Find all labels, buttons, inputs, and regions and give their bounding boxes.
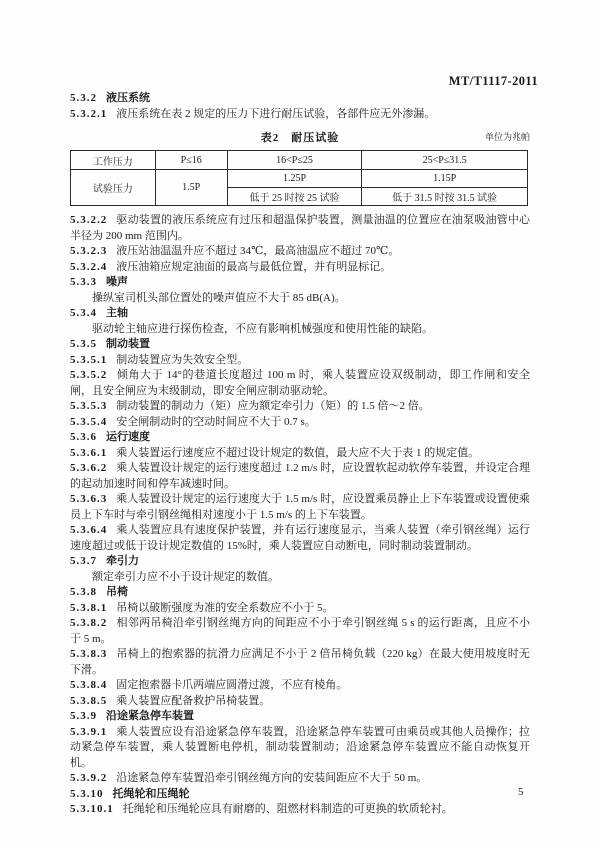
clause-number: 5.3.10.1 — [70, 803, 114, 815]
clause-5-3-2-1 — [70, 106, 530, 122]
clause-text: 驱动装置的液压系统应有过压和超温保护装置，测量油温的位置应在油泵吸油管中心半径为 200 mm 范围内。 — [70, 214, 530, 242]
clause-text: 吊椅以破断强度为准的安全系数应不小于 5。 — [116, 601, 334, 614]
clause-number: 5.3.8.2 — [70, 617, 108, 629]
table-cell-test-pressure-label: 试验压力 — [71, 170, 156, 206]
clause-number: 5.3.8.3 — [70, 648, 108, 660]
clause-text: 相邻两吊椅沿牵引钢丝绳方向的间距应不小于牵引钢丝绳 5 s 的运行距离，且应不小于 5 m。 — [70, 617, 530, 645]
clause-5-3-5-1 — [70, 353, 530, 369]
clause-number: 5.3.6.3 — [70, 493, 108, 505]
clause-number: 5.3.8.4 — [70, 679, 108, 691]
clause-text: 制动装置应为失效安全型。 — [116, 353, 249, 366]
clause-number: 5.3.6.1 — [70, 446, 108, 459]
clause-5-3-6-1 — [70, 446, 530, 462]
clause-number: 5.3.2.2 — [70, 214, 108, 226]
clause-5-3-6-2 — [70, 461, 530, 492]
clause-5-3-10 — [70, 787, 530, 803]
clause-5-3-8-2 — [70, 616, 530, 647]
clause-list — [70, 213, 530, 818]
clause-5-3-7 — [70, 554, 530, 570]
clause-text: 吊椅 — [106, 586, 128, 598]
clause-number: 5.3.2.1 — [70, 108, 108, 120]
clause-5-3-6-3 — [70, 492, 530, 523]
page-content — [70, 90, 530, 818]
clause-body-text — [70, 322, 530, 338]
clause-number: 5.3.4 — [70, 307, 97, 319]
table-caption-row — [70, 130, 530, 146]
clause-body-text — [70, 291, 530, 307]
clause-5-3-9-2 — [70, 771, 530, 787]
clause-number: 5.3.9.2 — [70, 772, 108, 784]
clause-text: 乘人装置运行速度应不超过设计规定的数值，最大应不大于表 1 的规定值。 — [116, 446, 480, 459]
clause-5-3-8-5 — [70, 694, 530, 710]
table-cell-work-pressure-label: 工作压力 — [71, 151, 156, 170]
clause-5-3-6-4 — [70, 523, 530, 554]
clause-5-3-3 — [70, 275, 530, 291]
clause-text: 操纵室司机头部位置处的噪声值应不大于 85 dB(A)。 — [92, 291, 346, 304]
clause-number: 5.3.8.1 — [70, 601, 108, 614]
clause-text: 乘人装置设计规定的运行速度大于 1.5 m/s 时，应设置乘员静止上下车装置或设置使乘员上下车时与牵引钢丝绳相对速度小于 1.5 m/s 的上下车装置。 — [70, 493, 530, 521]
clause-number: 5.3.8.5 — [70, 694, 108, 707]
page-number: 5 — [518, 786, 524, 798]
table-cell-test-high-note: 低于 31.5 时按 31.5 试验 — [362, 188, 528, 206]
clause-text: 运行速度 — [106, 431, 150, 443]
clause-text: 沿途紧急停车装置 — [106, 710, 194, 722]
clause-number: 5.3.2.4 — [70, 260, 108, 273]
clause-5-3-5-2 — [70, 368, 530, 399]
clause-body-text — [70, 570, 530, 586]
clause-text: 沿途紧急停车装置沿牵引钢丝绳方向的安装间距应不大于 50 m。 — [116, 772, 428, 784]
table-cell-range-low: P≤16 — [155, 151, 227, 170]
clause-5-3-8-4 — [70, 678, 530, 694]
clause-5-3-4 — [70, 306, 530, 322]
clause-text: 倾角大于 14°的巷道长度超过 100 m 时，乘人装置应设双级制动，即工作闸和安全闸，且安全闸应为末级制动，即安全闸应制动驱动轮。 — [70, 369, 530, 397]
clause-number: 5.3.5.4 — [70, 415, 108, 428]
clause-text: 乘人装置应配备救护吊椅装置。 — [116, 694, 271, 707]
table-cell-test-mid-note: 低于 25 时按 25 试验 — [227, 188, 362, 206]
clause-text: 制动装置 — [106, 338, 150, 350]
table-unit-note: 单位为兆帕 — [484, 132, 530, 142]
clause-number: 5.3.6 — [70, 431, 97, 443]
clause-number: 5.3.5.2 — [70, 369, 108, 381]
clause-number: 5.3.10 — [70, 787, 104, 800]
clause-text: 安全闸制动时的空动时间应不大于 0.7 s。 — [116, 415, 316, 428]
clause-5-3-2-4 — [70, 260, 530, 276]
table-caption: 表2 耐压试验 — [260, 132, 340, 144]
clause-text: 固定抱索器卡爪两端应圆滑过渡，不应有棱角。 — [116, 679, 348, 691]
clause-5-3-9 — [70, 709, 530, 725]
clause-5-3-9-1 — [70, 725, 530, 772]
clause-text: 乘人装置应具有速度保护装置，并有运行速度显示，当乘人装置（牵引钢丝绳）运行速度超过或低于设计规定数值的 15%时，乘人装置应自动断电，同时制动装置制动。 — [70, 524, 530, 552]
clause-number: 5.3.9.1 — [70, 725, 108, 738]
clause-number: 5.3.7 — [70, 555, 97, 567]
clause-5-3-5-3 — [70, 399, 530, 415]
clause-number: 5.3.3 — [70, 276, 97, 288]
table-cell-test-mid-value: 1.25P — [227, 170, 362, 188]
pressure-test-table — [70, 150, 528, 206]
clause-number: 5.3.5.3 — [70, 400, 108, 412]
intro-clauses — [70, 90, 530, 122]
table-cell-test-base: 1.5P — [155, 170, 227, 206]
clause-5-3-2-3 — [70, 244, 530, 260]
clause-text: 托绳轮和压绳轮应具有耐磨的、阻燃材料制造的可更换的软质轮衬。 — [122, 803, 453, 815]
table-cell-range-mid: 16<P≤25 — [227, 151, 362, 170]
clause-number: 5.3.5.1 — [70, 353, 108, 366]
clause-number: 5.3.2 — [70, 92, 97, 104]
clause-text: 额定牵引力应不小于设计规定的数值。 — [92, 570, 279, 583]
clause-5-3-8-1 — [70, 601, 530, 617]
clause-text: 制动装置的制动力（矩）应为额定牵引力（矩）的 1.5 倍～2 倍。 — [116, 400, 430, 412]
clause-number: 5.3.6.4 — [70, 524, 108, 536]
clause-text: 液压站油温温升应不超过 34℃，最高油温应不超过 70℃。 — [116, 245, 400, 257]
clause-text: 托绳轮和压绳轮 — [112, 787, 190, 800]
clause-5-3-6 — [70, 430, 530, 446]
clause-number: 5.3.6.2 — [70, 462, 108, 474]
clause-5-3-2 — [70, 90, 530, 106]
clause-text: 牵引力 — [106, 555, 139, 567]
clause-5-3-5-4 — [70, 415, 530, 431]
clause-text: 液压系统 — [106, 92, 150, 104]
clause-text: 噪声 — [106, 276, 128, 288]
standard-number-header: MT/T1117-2011 — [448, 74, 538, 88]
clause-text: 主轴 — [106, 307, 128, 319]
table-cell-range-high: 25<P≤31.5 — [362, 151, 528, 170]
clause-5-3-2-2 — [70, 213, 530, 244]
clause-5-3-10-1 — [70, 802, 530, 818]
clause-text: 乘人装置应设有沿途紧急停车装置，沿途紧急停车装置可由乘员或其他人员操作；拉动紧急停车装置，乘人装置断电停机，制动装置制动；沿途紧急停车装置应不能自动恢复开机。 — [70, 725, 530, 769]
clause-text: 吊椅上的抱索器的抗滑力应满足不小于 2 倍吊椅负载（220 kg）在最大使用坡度时无下滑。 — [70, 648, 530, 676]
clause-text: 液压油箱应规定油面的最高与最低位置，并有明显标记。 — [116, 260, 392, 273]
clause-text: 液压系统在表 2 规定的压力下进行耐压试验，各部件应无外渗漏。 — [116, 108, 436, 120]
table-cell-test-high-value: 1.15P — [362, 170, 528, 188]
clause-text: 乘人装置设计规定的运行速度超过 1.2 m/s 时，应设置软起动软停车装置，并设定合理的起动加速时间和停车减速时间。 — [70, 462, 530, 490]
clause-number: 5.3.8 — [70, 586, 97, 598]
clause-text: 驱动轮主轴应进行探伤检查，不应有影响机械强度和使用性能的缺陷。 — [92, 322, 433, 335]
clause-5-3-5 — [70, 337, 530, 353]
clause-number: 5.3.2.3 — [70, 245, 108, 257]
clause-5-3-8-3 — [70, 647, 530, 678]
clause-number: 5.3.5 — [70, 338, 97, 350]
clause-number: 5.3.9 — [70, 710, 97, 722]
clause-5-3-8 — [70, 585, 530, 601]
